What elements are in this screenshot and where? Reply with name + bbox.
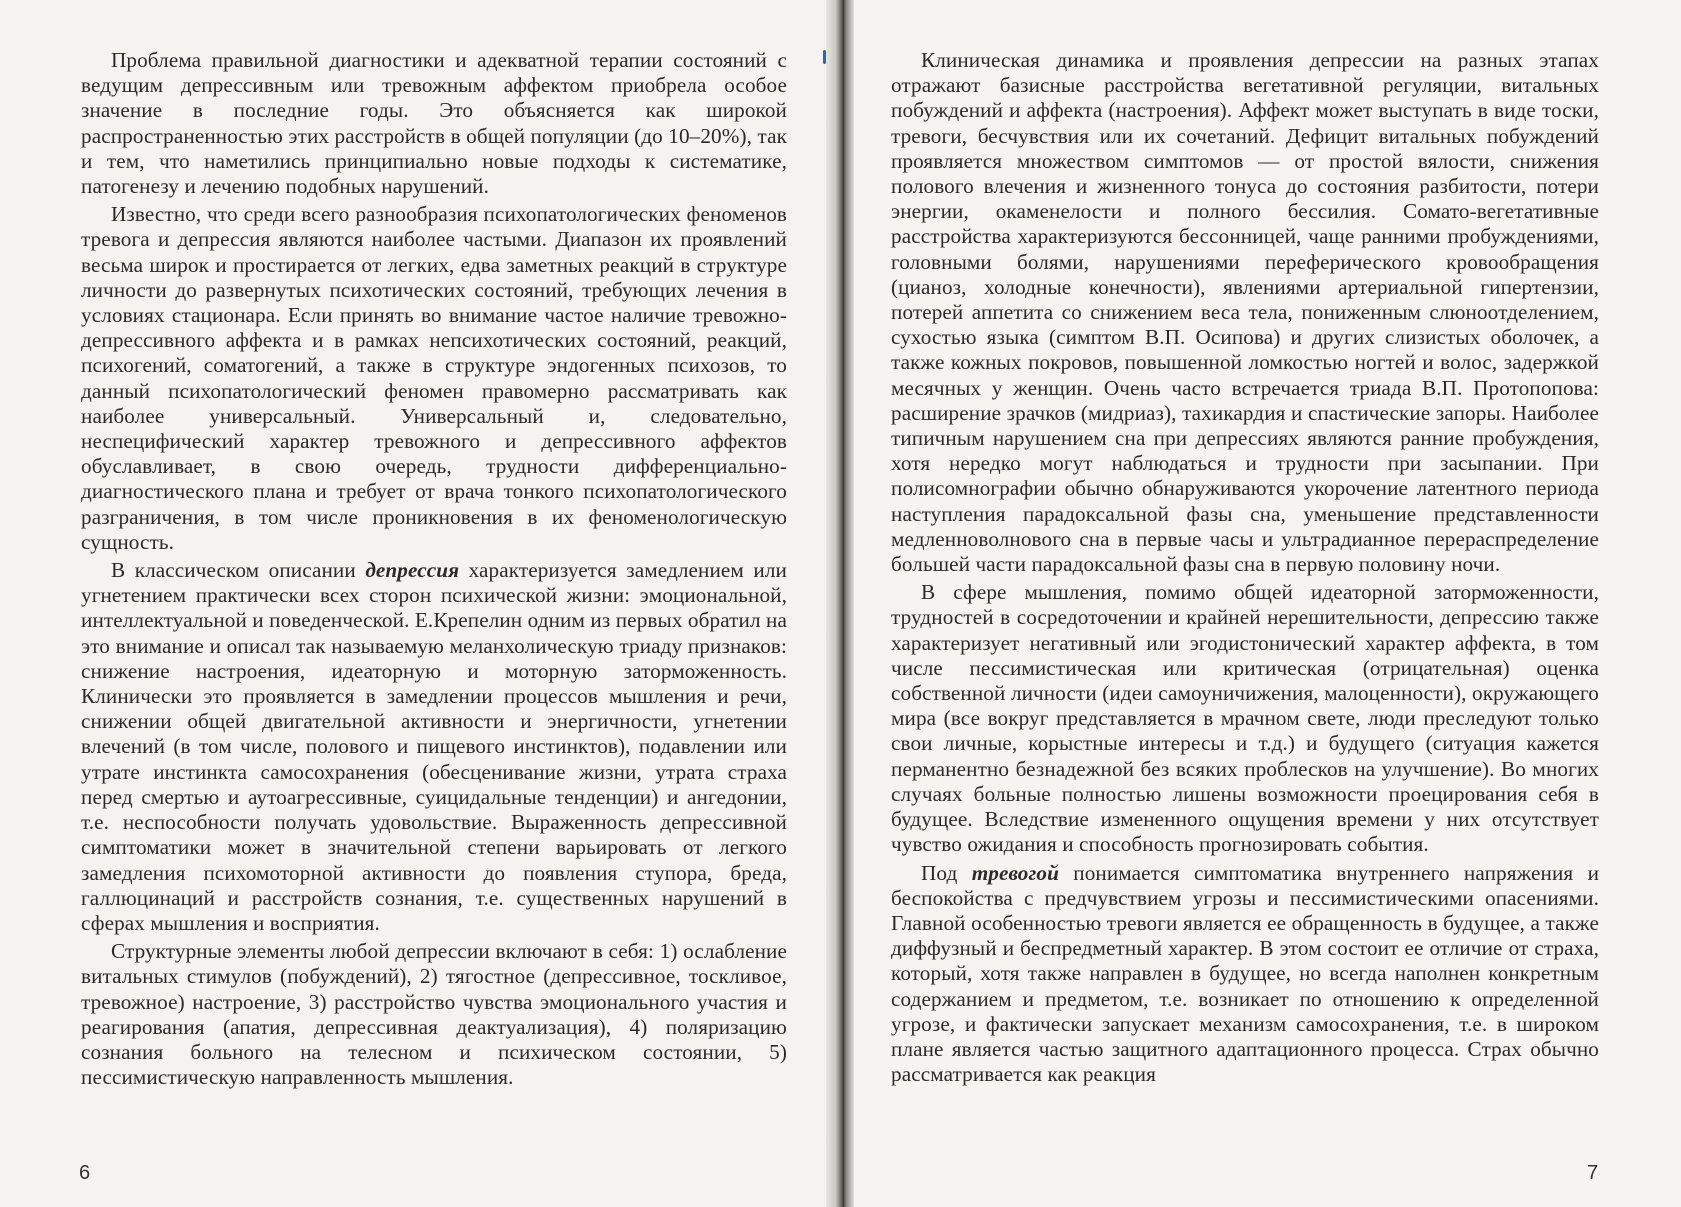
right-paragraph-3-body: понимается симптоматика внутреннего напряжения и беспокойства с предчувствием угрозы и пессимистическими опасениями. Главной особенностью тревоги является ее обращенность в будущее, а также диффузный и беспредметный характер. В этом состоит ее отличие от страха, который, хотя также направлен в будущее, но всегда наполнен конкретным содержанием и предметом, т.е. возникает по отношению к определенной угрозе, и фактически запускает механизм самосохранения, т.е. в широком плане является частью защитного адаптационного процесса. Страх обычно рассматривается как реакция [891,860,1600,1087]
left-paragraph-4: Структурные элементы любой депрессии включают в себя: 1) ослабление витальных стимулов (побуждений), 2) тягостное (депрессивное, тоскливое, тревожное) настроение, 3) расстройство чувства эмоционального участия и реагирования (апатия, депрессивная деактуализация), 4) поляризацию сознания больного на телесном и психическом состоянии, 5) пессимистическую направленность мышления. [81,939,787,1090]
left-page [0,0,840,1207]
right-paragraph-1: Клиническая динамика и проявления депрессии на разных этапах отражают базисные расстройства вегетативной регуляции, витальных побуждений и аффекта (настроения). Аффект может выступать в виде тоски, тревоги, бесчувствия или их сочетаний. Дефицит витальных побуждений проявляется множеством симптомов — от простой вялости, снижения полового влечения и жизненного тонуса до состояния разбитости, потери энергии, окаменелости и полного бессилия. Сомато-вегетативные расстройства характеризуются бессонницей, чаще ранними пробуждениями, головными болями, нарушениями переферического кровообращения (цианоз, холодные конечности), явлениями артериальной гипертензии, потерей аппетита со снижением веса тела, пониженным слюноотделением, сухостью языка (симптом В.П. Осипова) и других слизистых оболочек, а также кожных покровов, повышенной ломкостью ногтей и волос, задержкой месячных у женщин. Очень часто встречается триада В.П. Протопопова: расширение зрачков (мидриаз), тахикардия и спастические запоры. Наиболее типичным нарушением сна при депрессиях являются ранние пробуждения, хотя нередко могут наблюдаться и трудности при засыпании. При полисомнографии обычно обнаруживаются укорочение латентного периода наступления парадоксальной фазы сна, уменьшение представленности медленноволнового сна в первые часы и ультрадианное перераспределение большей части парадоксальной фазы сна в первую половину ночи. [891,48,1599,577]
left-paragraph-1: Проблема правильной диагностики и адекватной терапии состояний с ведущим депрессивным или тревожным аффектом приобрела особое значение в последние годы. Это объясняется как широкой распространенностью этих расстройств в общей популяции (до 10–20%), так и тем, что наметились принципиально новые подходы к систематике, патогенезу и лечению подобных нарушений. [81,48,787,199]
right-paragraph-3-prefix: Под [921,860,958,885]
left-paragraph-3 [81,558,787,936]
right-paragraph-3 [891,861,1599,1088]
right-paragraph-2: В сфере мышления, помимо общей идеаторной заторможенности, трудностей в сосредоточении и крайней нерешительности, депрессию также характеризует негативный или эгодистонический характер аффекта, в том числе пессимистическая или критическая (отрицательная) оценка собственной личности (идеи самоуничижения, малоценности), окружающего мира (все вокруг представляется в мрачном свете, люди преследуют только свои личные, корыстные интересы и т.д.) и будущего (ситуация кажется перманентно безнадежной без всяких проблесков на улучшение). Во многих случаях больные полностью лишены возможности проецирования себя в будущее. Вследствие измененного ощущения времени у них отсутствует чувство ожидания и способность прогнозировать события. [891,580,1599,857]
right-page [840,0,1681,1207]
left-paragraph-2: Известно, что среди всего разнообразия психопатологических феноменов тревога и депрессия являются наиболее частыми. Диапазон их проявлений весьма широк и простирается от легких, едва заметных реакций в структуре личности до развернутых психотических состояний, требующих лечения в условиях стационара. Если принять во внимание частое наличие тревожно-депрессивного аффекта и в рамках непсихотических состояний, реакций, психогений, соматогений, а также в структуре эндогенных психозов, то данный психопатологический феномен правомерно рассматривать как наиболее универсальный. Универсальный и, следовательно, неспецифический характер тревожного и депрессивного аффектов обуславливает, в свою очередь, трудности дифференциально-диагностического плана и требует от врача тонкого психопатологического разграничения, в том числе проникновения в их феноменологическую сущность. [81,202,787,554]
term-anxiety: тревогой [971,860,1059,885]
term-depression: депрессия [365,558,460,583]
page-number-right: 7 [1587,1162,1599,1184]
left-paragraph-3-body: характеризуется замедлением или угнетением практически всех сторон психической жизни: эмоциональной, интеллектуальной и поведенческой. Е.Крепелин одним из первых обратил на это внимание и описал так называемую меланхолическую триаду признаков: снижение настроения, идеаторную и моторную заторможенность. Клинически это проявляется в замедлении процессов мышления и речи, снижении общей двигательной активности и энергичности, угнетении влечений (в том числе, полового и пищевого инстинктов), подавлении или утрате инстинкта самосохранения (обесценивание жизни, утрата страха перед смертью и аутоагрессивные, суицидальные тенденции) и ангедонии, т.е. неспособности получать удовольствие. Выраженность депрессивной симптоматики может в значительной степени варьировать от легкого замедления психомоторной активности до появления ступора, бреда, галлюцинаций и расстройств сознания, т.е. существенных нарушений в сферах мышления и восприятия. [81,558,787,935]
page-number-left: 6 [79,1162,91,1184]
ink-mark [823,50,826,64]
left-page-text [81,48,787,1093]
left-paragraph-3-prefix: В классическом описании [111,558,356,583]
right-page-text [891,48,1599,1090]
book-gutter [826,0,854,1207]
